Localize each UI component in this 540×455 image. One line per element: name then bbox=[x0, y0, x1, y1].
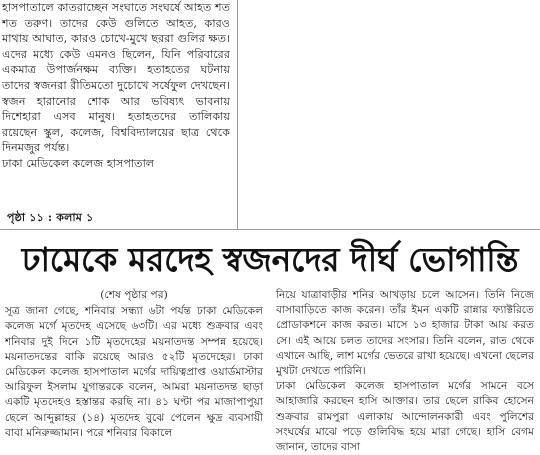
top-story-dateline: ঢাকা মেডিকেল কলেজ হাসপাতাল bbox=[2, 156, 155, 170]
story-right-paragraph-1: নিয়ে যাত্রাবাড়ীর শনির আখড়ায় চলে আসেন। তিনি নিজে বাসাবাড়িতে কাজ করেন। তাঁর ইমন একটি রান্নার ফ্যাক্টরিতে প্রোডাকশনে কাজ করত। মাসে ১৩ হাজার টাকা আয় করত সে। এই আয়ে চলত তাদের সংসার। তিনি বলেন, রাত থেকে এখানে আছি, লাশ মর্গের ভেতরে রাখা হয়েছে। এখনো ছেলের মুখটা দেখতে পারিনি। bbox=[276, 289, 534, 378]
top-story-jump-line: পৃষ্ঠা ১১ : কলাম ১ bbox=[7, 211, 94, 224]
column-divider bbox=[237, 0, 238, 229]
continued-from-label: (শেষ পৃষ্ঠার পর) bbox=[100, 289, 168, 301]
top-story-body: হাসপাতালে কাতরাচ্ছেন সংঘাতে সংঘর্ষে আহত শত শত তরুণ। তাদের কেউ গুলিতে আহত, কারও মাথায় আঘাত, কারও চোখে-মুখে ছররা গুলির ক্ষত। এদের মধ্যে কেউ এমনও ছিলেন, যিনি পরিবারের একমাত্র উপার্জনক্ষম ব্যক্তি। হতাহতের ঘটনায় তাদের স্বজনরা রীতিমতো দুচোখে সর্ষেফুল দেখছেন। স্বজন হারানোর শোক আর ভবিষ্যৎ ভাবনায় দিশেহারা এসব মানুষ। হতাহতদের তালিকায় রয়েছেন স্কুল, কলেজ, বিশ্ববিদ্যালয়ের ছাত্র থেকে দিনমজুর পর্যন্ত। bbox=[2, 1, 230, 155]
top-story-column bbox=[2, 0, 230, 172]
section-divider bbox=[0, 229, 540, 230]
story-right-paragraph-2: ঢাকা মেডিকেল কলেজ হাসপাতাল মর্গের সামনে বসে আহাজারি করছেন হাসি আক্তার। তার ছেলে রাকিব হোসেন শুক্রবার রামপুরা এলাকায় আন্দোলনকারী এবং পুলিশের সংঘর্ষের মাঝে পড়ে গুলিবিদ্ধ হয়ে মারা গেছে। হাসি বেগম জানান, তাদের বাসা bbox=[276, 380, 534, 454]
story-left-column bbox=[5, 288, 263, 441]
story-headline: ঢামেকে মরদেহ স্বজনদের দীর্ঘ ভোগান্তি bbox=[21, 240, 519, 279]
story-left-text: সূত্র জানা গেছে, শনিবার সন্ধ্যা ৬টা পর্যন্ত ঢাকা মেডিকেল কলেজ মর্গে মৃতদেহ এসেছে ৬৩টি। এর মধ্যে শুক্রবার এবং শনিবার দুই দিনে ১টি মৃতদেহের ময়নাতদন্ত সম্পন্ন হয়েছে। ময়নাতদন্তের বাকি রয়েছে আরও ৫২টি মৃতদেহের। ঢাকা মেডিকেল কলেজ হাসপাতাল মর্গের দায়িত্বপ্রাপ্ত ওয়ার্ডমাস্টার আরিফুল ইসলাম যুগান্তরকে বলেন, আমরা ময়নাতদন্ত ছাড়া একটি মৃতদেহও হস্তান্তর করছি না। ৪১ ঘণ্টা পর মাজাপাপুয়া ছেলে আব্দুল্লাহর (১৪) মৃতদেহ বুঝে পেলেন ক্ষুদ্র ব্যবসায়ী বাবা মনিরুজ্জামান। পরে শনিবার বিকালে bbox=[5, 305, 263, 439]
story-right-column bbox=[276, 288, 534, 455]
